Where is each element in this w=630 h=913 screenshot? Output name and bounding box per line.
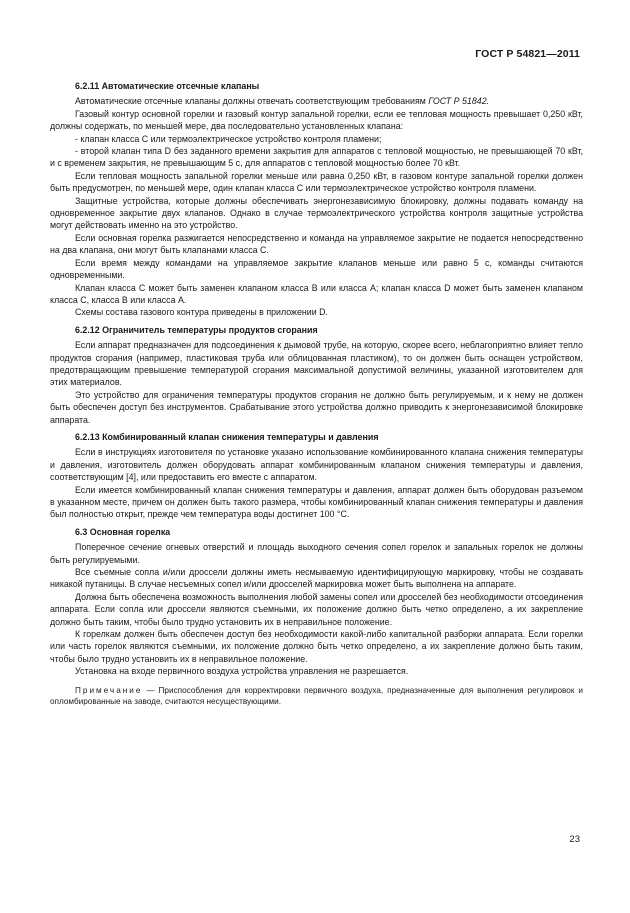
section-heading-6-2-11: 6.2.11 Автоматические отсечные клапаны <box>75 81 260 91</box>
note <box>50 685 583 709</box>
paragraph: Газовый контур основной горелки и газовый контур запальной горелки, если ее тепловая мощность превышает 0,250 кВт, должны содержать, по меньшей мере, два последовательно установленных клапана: <box>50 108 583 132</box>
paragraph: Если имеется комбинированный клапан снижения температуры и давления, аппарат должен быть оборудован разъемом в указанном месте, причем он должен быть такого размера, чтобы комбинированный клапан снижения температуры и давления был полностью открыт, прежде чем температура воды достигнет 100 °С. <box>50 484 583 520</box>
paragraph: Если аппарат предназначен для подсоединения к дымовой трубе, на которую, скорее всего, неблагоприятно влияет тепло продуктов сгорания (например, пластиковая труба или облицованная пластиком), то он должен быть оснащен устройством, предотвращающим превышение температурой сгорания максимальной допустимой величины, указанной изготовителем для этих материалов. <box>50 340 583 388</box>
paragraph: Если основная горелка разжигается непосредственно и команда на управляемое закрытие не подается непосредственно на два клапана, они могут быть клапанами класса С. <box>50 232 583 256</box>
paragraph: Если тепловая мощность запальной горелки меньше или равна 0,250 кВт, в газовом контуре запальной горелки должен быть предусмотрен, по меньшей мере, один клапан класса С или термоэлектрическое устройство контроля пламени. <box>50 170 583 194</box>
paragraph-text: Автоматические отсечные клапаны должны отвечать соответствующим требованиям <box>75 96 429 107</box>
paragraph: Если в инструкциях изготовителя по установке указано использование комбинированного клапана снижения температуры и давления, изготовитель должен оборудовать аппарат комбинированным клапаном снижения температуры и давления, соответствующим [4], или предоставить его вместе с аппаратом. <box>50 447 583 483</box>
paragraph: Все съемные сопла и/или дроссели должны иметь несмываемую идентифицирующую маркировку, чтобы не создавать никакой путаницы. В случае несъемных сопел и/или дросселей маркировка может быть выполнена на аппарате. <box>50 567 583 590</box>
paragraph: Должна быть обеспечена возможность выполнения любой замены сопел или дросселей без необходимости отсоединения аппарата. Если сопла или дроссели являются съемными, их положение должно быть четко определено, а их закрепление должно быть таким, чтобы было трудно установить их в неправильное положение. <box>50 591 583 627</box>
section-heading-6-3: 6.3 Основная горелка <box>75 526 171 537</box>
list-item: - клапан класса С или термоэлектрическое устройство контроля пламени; <box>75 133 382 144</box>
paragraph: Клапан класса С может быть заменен клапаном класса В или класса А; клапан класса D может быть заменен клапаном класса С, класса В или класса А. <box>50 282 583 305</box>
list-item: - второй клапан типа D без заданного времени закрытия для аппаратов с тепловой мощностью, не превышающей 70 кВт, и с временем закрытия, не превышающим 5 с, для аппаратов с тепловой мощностью более 70 кВт. <box>50 146 583 169</box>
paragraph: К горелкам должен быть обеспечен доступ без необходимости какой-либо капитальной разборки аппарата. Если горелки или часть горелок являются съемными, их положение должно быть четко определено, а их закрепление должно быть таким, чтобы было трудно установить их в неправильное положение. <box>50 629 583 664</box>
document-standard-header: ГОСТ Р 54821—2011 <box>475 48 580 60</box>
document-body <box>50 80 583 708</box>
paragraph: Это устройство для ограничения температуры продуктов сгорания не должно быть регулируемым, и к нему не должен быть обеспечен доступ без инструментов. Срабатывание этого устройства должно приводить к энергонезависимой блокировке аппарата. <box>50 389 583 425</box>
paragraph <box>50 95 583 107</box>
page-number: 23 <box>569 834 580 845</box>
note-text: — Приспособления для корректировки первичного воздуха, предназначенные для выполнения регулировок и опломбированные на заводе, считаются несуществующими. <box>50 685 583 707</box>
note-label: Примечание <box>75 685 143 695</box>
standard-reference: ГОСТ Р 51842. <box>428 96 490 107</box>
paragraph: Если время между командами на управляемое закрытие клапанов меньше или равно 5 с, команды считаются одновременными. <box>50 257 583 281</box>
section-heading-6-2-13: 6.2.13 Комбинированный клапан снижения температуры и давления <box>75 431 379 442</box>
paragraph: Поперечное сечение огневых отверстий и площадь выходного сечения сопел горелок и запальных горелок не должны быть регулируемыми. <box>50 542 583 565</box>
section-heading-6-2-12: 6.2.12 Ограничитель температуры продуктов сгорания <box>75 324 318 335</box>
paragraph: Установка на входе первичного воздуха устройства управления не разрешается. <box>75 666 409 677</box>
paragraph: Защитные устройства, которые должны обеспечивать энергонезависимую блокировку, должны подавать команду на одновременное закрытие двух клапанов. Однако в случае термоэлектрического устройства контроля защитные устройства могут действовать именно на это устройство. <box>50 195 583 231</box>
paragraph: Схемы состава газового контура приведены в приложении D. <box>75 307 328 318</box>
